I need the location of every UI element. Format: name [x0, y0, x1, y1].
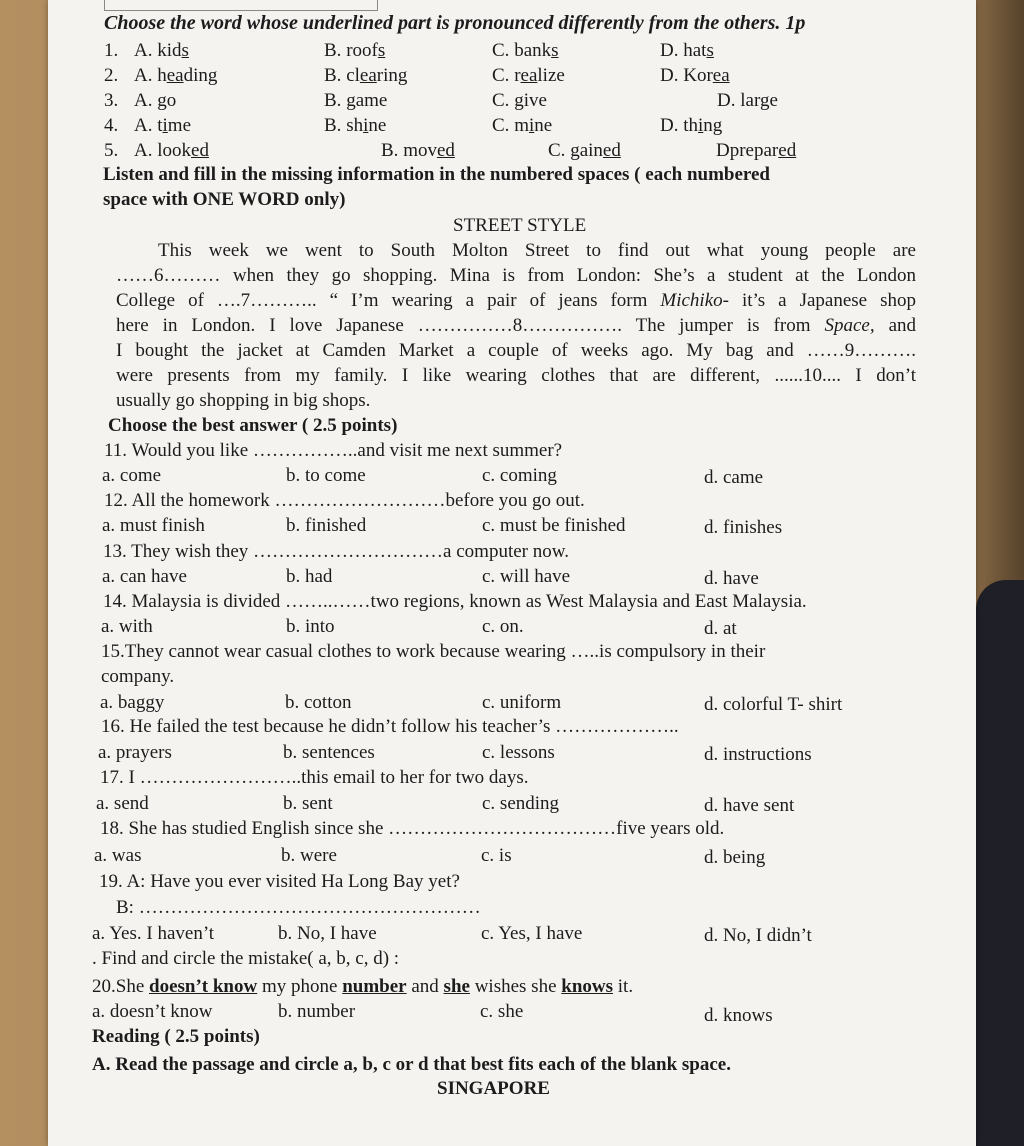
word-part: D.	[660, 115, 679, 136]
word-part: ring	[376, 65, 408, 86]
word-part: D.	[660, 40, 679, 61]
underlined-part: s	[181, 40, 189, 61]
option-a	[134, 140, 209, 162]
section3-title: Choose the best answer ( 2.5 points)	[108, 415, 398, 436]
q14-option-a: a. with	[101, 616, 153, 637]
word-part: A.	[134, 140, 153, 161]
word-part: ne	[534, 115, 553, 136]
passage-line-6: were presents from my family. I like wearing clothes that are different, ......10.... I don’t	[116, 365, 916, 386]
section2-instruction-2: space with ONE WORD only)	[103, 189, 346, 210]
word-part: B.	[324, 90, 342, 111]
underlined-part: g	[759, 90, 770, 111]
word-part: A.	[134, 115, 153, 136]
option-b	[324, 65, 407, 87]
word-part: roof	[341, 40, 378, 61]
q13-option-c: c. will have	[482, 566, 571, 587]
underlined-part: s	[551, 40, 559, 61]
option-a	[134, 40, 189, 62]
q14-option-b: b. into	[286, 616, 335, 637]
q19-option-d: d. No, I didn’t	[704, 925, 812, 946]
underlined-part: ed	[191, 140, 209, 161]
option-b	[324, 115, 386, 137]
q18-option-c: c. is	[481, 845, 512, 866]
word-part: Kor	[678, 65, 713, 86]
question-11: 11. Would you like ……………..and visit me next summer?	[104, 440, 563, 461]
q17-option-d: d. have sent	[704, 795, 795, 816]
q17-option-b: b. sent	[283, 793, 333, 814]
option-a	[134, 90, 176, 112]
word-part: C.	[548, 140, 566, 161]
q18-option-a: a. was	[94, 845, 142, 866]
section1-title: Choose the word whose underlined part is pronounced differently from the others. 1p	[104, 12, 806, 34]
question-19-continued: B: ………………………………………………	[116, 897, 481, 918]
question-17: 17. I ……………………..this email to her for two days.	[100, 767, 529, 788]
word-part: prepar	[729, 140, 779, 161]
q19-option-c: c. Yes, I have	[481, 923, 583, 944]
question-number: 1.	[104, 40, 119, 61]
section4-title: . Find and circle the mistake( a, b, c, d) :	[92, 948, 400, 969]
word-part: D.	[660, 65, 679, 86]
q12-option-b: b. finished	[286, 515, 367, 536]
option-c	[492, 90, 547, 112]
q20-option-b: b. number	[278, 1001, 356, 1022]
word-part: ive	[523, 90, 547, 111]
underlined-part: g	[346, 90, 356, 111]
question-16: 16. He failed the test because he didn’t follow his teacher’s ………………..	[101, 716, 679, 737]
q15-option-c: c. uniform	[482, 692, 562, 713]
word-part: h	[152, 65, 167, 86]
q14-option-d: d. at	[704, 618, 737, 639]
q20-option-d: d. knows	[704, 1005, 773, 1026]
word-part: kid	[152, 40, 182, 61]
option-c	[492, 115, 552, 137]
q12-option-d: d. finishes	[704, 517, 783, 538]
word-part: ne	[368, 115, 387, 136]
q11-option-d: d. came	[704, 467, 764, 488]
underlined-part: i	[698, 115, 704, 136]
question-number: 4.	[104, 115, 119, 136]
word-part: sh	[341, 115, 364, 136]
q17-option-a: a. send	[96, 793, 149, 814]
underlined-part: g	[514, 90, 524, 111]
word-part: C.	[492, 115, 510, 136]
underlined-part: i	[528, 115, 535, 136]
q11-option-b: b. to come	[286, 465, 366, 486]
word-part: e	[769, 90, 778, 111]
passage-line-7: usually go shopping in big shops.	[116, 390, 371, 411]
option-a	[134, 115, 191, 137]
word-part: A.	[134, 65, 153, 86]
q12-option-c: c. must be finished	[482, 515, 626, 536]
option-a	[134, 65, 217, 87]
q17-option-c: c. sending	[482, 793, 560, 814]
question-number: 5.	[104, 140, 119, 161]
underlined-part: s	[377, 40, 386, 61]
underlined-part: ea	[712, 65, 730, 86]
word-part: C.	[492, 65, 510, 86]
q19-option-b: b. No, I have	[278, 923, 377, 944]
question-20: 20.She doesn’t know my phone number and she wishes she knows it.	[92, 976, 634, 997]
q20-option-c: c. she	[480, 1001, 524, 1022]
underlined-part: ed	[602, 140, 621, 161]
q11-option-c: c. coming	[482, 465, 557, 486]
question-15: 15.They cannot wear casual clothes to work because wearing …..is compulsory in their	[101, 641, 766, 662]
passage-line-4: here in London. I love Japanese ……………8……………. The jumper is from Space, and	[116, 315, 916, 336]
word-part: lize	[537, 65, 565, 86]
q12-option-a: a. must finish	[102, 515, 205, 536]
word-part: B.	[324, 115, 342, 136]
word-part: A.	[134, 40, 153, 61]
question-18: 18. She has studied English since she ………………………………five years old.	[100, 818, 725, 839]
word-part: o	[166, 90, 177, 111]
question-14: 14. Malaysia is divided ……..……two regions, known as West Malaysia and East Malaysia.	[103, 591, 807, 612]
q15-option-d: d. colorful T- shirt	[704, 694, 843, 715]
dark-object	[976, 580, 1024, 1146]
option-d	[717, 90, 778, 112]
underlined-part: i	[363, 115, 369, 136]
word-part: ding	[183, 65, 218, 86]
q15-option-b: b. cotton	[285, 692, 352, 713]
q15-option-a: a. baggy	[100, 692, 165, 713]
word-part: A.	[134, 90, 153, 111]
option-c	[492, 65, 565, 87]
word-part: look	[152, 140, 192, 161]
underlined-part: ed	[778, 140, 797, 161]
word-part: D	[716, 140, 730, 161]
q20-option-a: a. doesn’t know	[92, 1001, 213, 1022]
passage-line-5: I bought the jacket at Camden Market a couple of weeks ago. My bag and ……9……….	[116, 340, 916, 361]
word-part: bank	[509, 40, 552, 61]
word-part: C.	[492, 90, 510, 111]
word-part: th	[678, 115, 699, 136]
option-d	[716, 140, 796, 162]
option-b	[324, 40, 385, 62]
underlined-part: ed	[436, 140, 455, 161]
underlined-part: g	[157, 90, 167, 111]
word-part: D.	[717, 90, 736, 111]
q16-option-c: c. lessons	[482, 742, 555, 763]
option-b	[381, 140, 455, 162]
header-box	[104, 0, 378, 11]
question-13: 13. They wish they …………………………a computer now.	[103, 541, 569, 562]
option-c	[548, 140, 621, 162]
word-part: t	[152, 115, 163, 136]
underlined-part: i	[162, 115, 168, 136]
section2-instruction-1: Listen and fill in the missing information in the numbered spaces ( each numbered	[103, 164, 770, 185]
underlined-part: ea	[359, 65, 377, 86]
question-19: 19. A: Have you ever visited Ha Long Bay yet?	[99, 871, 460, 892]
section5-instruction: A. Read the passage and circle a, b, c or d that best fits each of the blank space.	[92, 1054, 731, 1075]
option-d	[660, 65, 730, 87]
word-part: B.	[381, 140, 399, 161]
word-part: B.	[324, 40, 342, 61]
q13-option-a: a. can have	[102, 566, 187, 587]
reading-heading: SINGAPORE	[437, 1078, 550, 1099]
word-part: hat	[678, 40, 707, 61]
question-number: 3.	[104, 90, 119, 111]
passage-heading: STREET STYLE	[453, 215, 587, 236]
q13-option-d: d. have	[704, 568, 759, 589]
word-part: C.	[492, 40, 510, 61]
passage-line-3: College of ….7……….. “ I’m wearing a pair of jeans form Michiko- it’s a Japanese shop	[116, 290, 917, 311]
word-part: mov	[398, 140, 437, 161]
passage-line-2: ……6……… when they go shopping. Mina is from London: She’s a student at the London	[116, 265, 916, 286]
word-part: m	[509, 115, 529, 136]
option-c	[492, 40, 559, 62]
word-part: cl	[341, 65, 360, 86]
question-number: 2.	[104, 65, 119, 86]
section5-title: Reading ( 2.5 points)	[92, 1026, 260, 1047]
q18-option-b: b. were	[281, 845, 337, 866]
q14-option-c: c. on.	[482, 616, 524, 637]
question-15-continued: company.	[101, 666, 175, 687]
word-part: B.	[324, 65, 342, 86]
word-part: ng	[703, 115, 723, 136]
word-part: ame	[355, 90, 388, 111]
word-part: me	[167, 115, 192, 136]
q11-option-a: a. come	[102, 465, 162, 486]
q18-option-d: d. being	[704, 847, 766, 868]
q16-option-a: a. prayers	[98, 742, 172, 763]
passage-line-1: This week we went to South Molton Street to find out what young people are	[158, 240, 916, 261]
q16-option-b: b. sentences	[283, 742, 375, 763]
underlined-part: ea	[166, 65, 184, 86]
word-part: lar	[735, 90, 760, 111]
question-12: 12. All the homework ………………………before you go out.	[104, 490, 585, 511]
q16-option-d: d. instructions	[704, 744, 812, 765]
word-part: gain	[565, 140, 603, 161]
option-b	[324, 90, 387, 112]
q13-option-b: b. had	[286, 566, 333, 587]
underlined-part: ea	[520, 65, 538, 86]
option-d	[660, 40, 714, 62]
q19-option-a: a. Yes. I haven’t	[92, 923, 215, 944]
option-d	[660, 115, 722, 137]
underlined-part: s	[706, 40, 714, 61]
word-part: r	[509, 65, 521, 86]
